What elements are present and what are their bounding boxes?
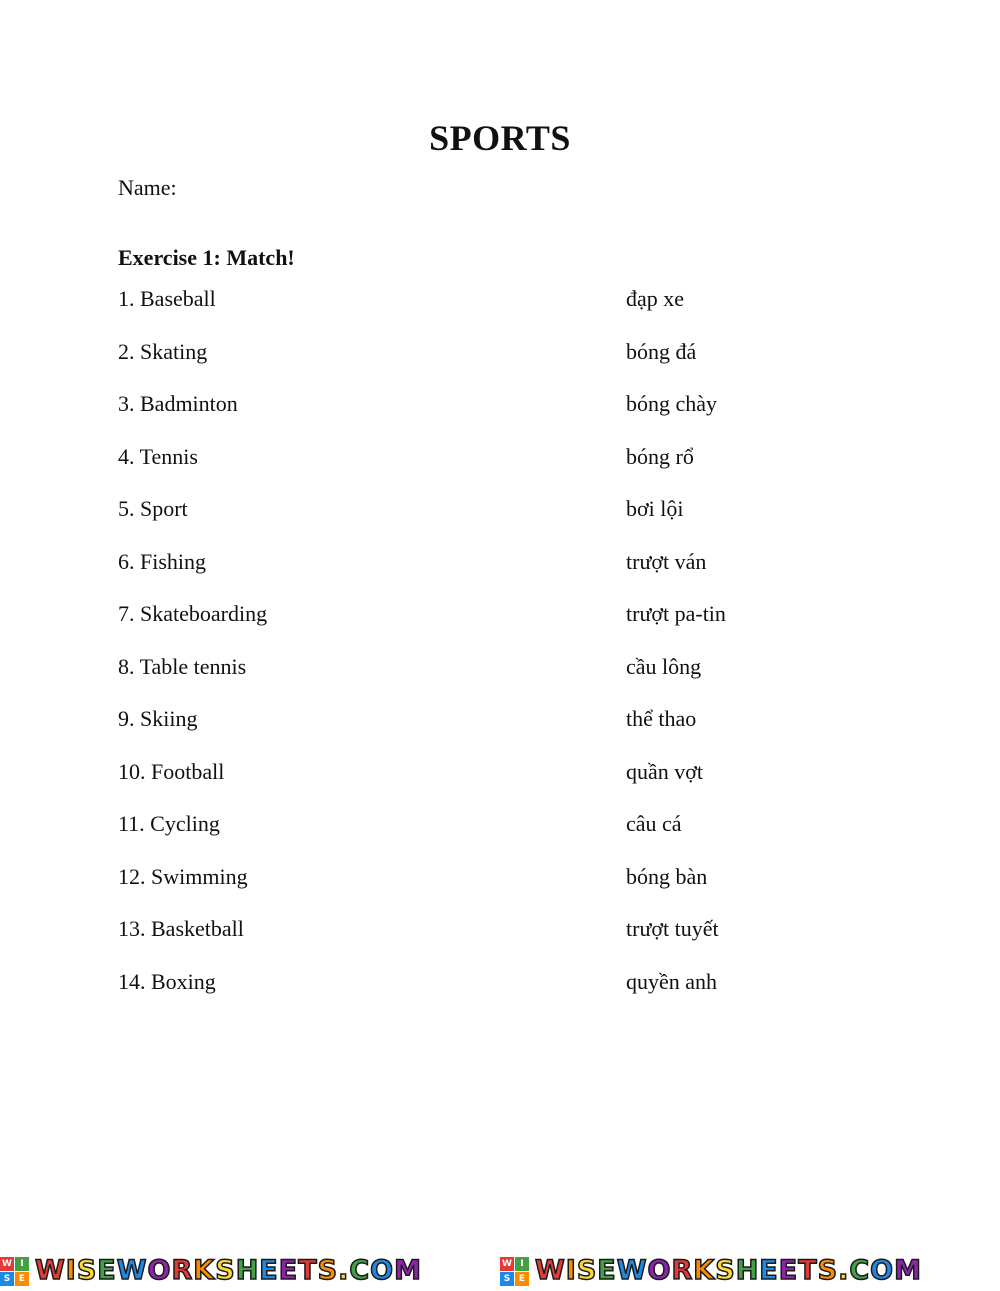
sport-english: 6. Fishing	[118, 548, 207, 574]
sport-english: 8. Table tennis	[118, 653, 247, 679]
sport-vietnamese: câu cá	[626, 811, 682, 836]
logo-cell: S	[0, 1272, 14, 1286]
logo-cell: S	[500, 1272, 514, 1286]
sport-vietnamese: thể thao	[626, 706, 697, 731]
match-row	[0, 705, 1000, 758]
sport-english: 7. Skateboarding	[118, 601, 268, 626]
worksheet-title: SPORTS	[429, 118, 571, 158]
match-row	[0, 548, 1000, 601]
sport-vietnamese: bơi lội	[626, 496, 684, 521]
sport-english: 11. Cycling	[118, 811, 220, 836]
match-row	[0, 758, 1000, 811]
logo-cell: I	[515, 1257, 529, 1271]
sport-vietnamese: trượt tuyết	[626, 916, 719, 941]
sport-english: 13. Basketball	[118, 916, 244, 941]
watermark-text: WISEWORKSHEETS.COM	[535, 1255, 922, 1286]
match-row	[0, 653, 1000, 706]
match-row	[0, 495, 1000, 548]
match-row	[0, 390, 1000, 443]
wise-logo-icon	[500, 1257, 529, 1286]
sport-english: 9. Skiing	[118, 706, 198, 731]
match-row	[0, 600, 1000, 653]
sport-english: 5. Sport	[118, 496, 188, 521]
logo-cell: I	[15, 1257, 29, 1271]
wise-logo-icon	[0, 1257, 29, 1286]
logo-cell: W	[500, 1257, 514, 1271]
watermark-text: WISEWORKSHEETS.COM	[35, 1255, 422, 1286]
match-row	[0, 443, 1000, 496]
match-row	[0, 285, 1000, 338]
sport-vietnamese: trượt pa-tin	[626, 601, 726, 626]
match-list	[0, 285, 1000, 1020]
sport-vietnamese: trượt ván	[626, 548, 707, 574]
logo-cell: E	[15, 1272, 29, 1286]
sport-vietnamese: đạp xe	[626, 286, 685, 311]
sport-english: 2. Skating	[118, 338, 208, 364]
match-row	[0, 863, 1000, 916]
exercise-heading: Exercise 1: Match!	[118, 245, 295, 270]
sport-english: 4. Tennis	[118, 443, 198, 469]
match-row	[0, 968, 1000, 1021]
sport-english: 14. Boxing	[118, 968, 216, 994]
watermark-block	[500, 1254, 1000, 1288]
sport-vietnamese: bóng bàn	[626, 863, 708, 889]
sport-vietnamese: bóng rổ	[626, 443, 694, 469]
logo-cell: E	[515, 1272, 529, 1286]
watermark-block	[0, 1254, 500, 1288]
sport-english: 10. Football	[118, 758, 225, 784]
logo-cell: W	[0, 1257, 14, 1271]
watermark-footer	[0, 1254, 1000, 1288]
sport-vietnamese: cầu lông	[626, 653, 702, 679]
sport-vietnamese: quyền anh	[626, 968, 718, 994]
match-row	[0, 810, 1000, 863]
name-label: Name:	[118, 175, 177, 200]
sport-english: 3. Badminton	[118, 391, 238, 416]
sport-vietnamese: bóng đá	[626, 338, 697, 364]
sport-english: 12. Swimming	[118, 863, 248, 889]
match-row	[0, 338, 1000, 391]
match-row	[0, 915, 1000, 968]
sport-english: 1. Baseball	[118, 286, 216, 311]
sport-vietnamese: bóng chày	[626, 391, 718, 416]
sport-vietnamese: quần vợt	[626, 758, 704, 784]
